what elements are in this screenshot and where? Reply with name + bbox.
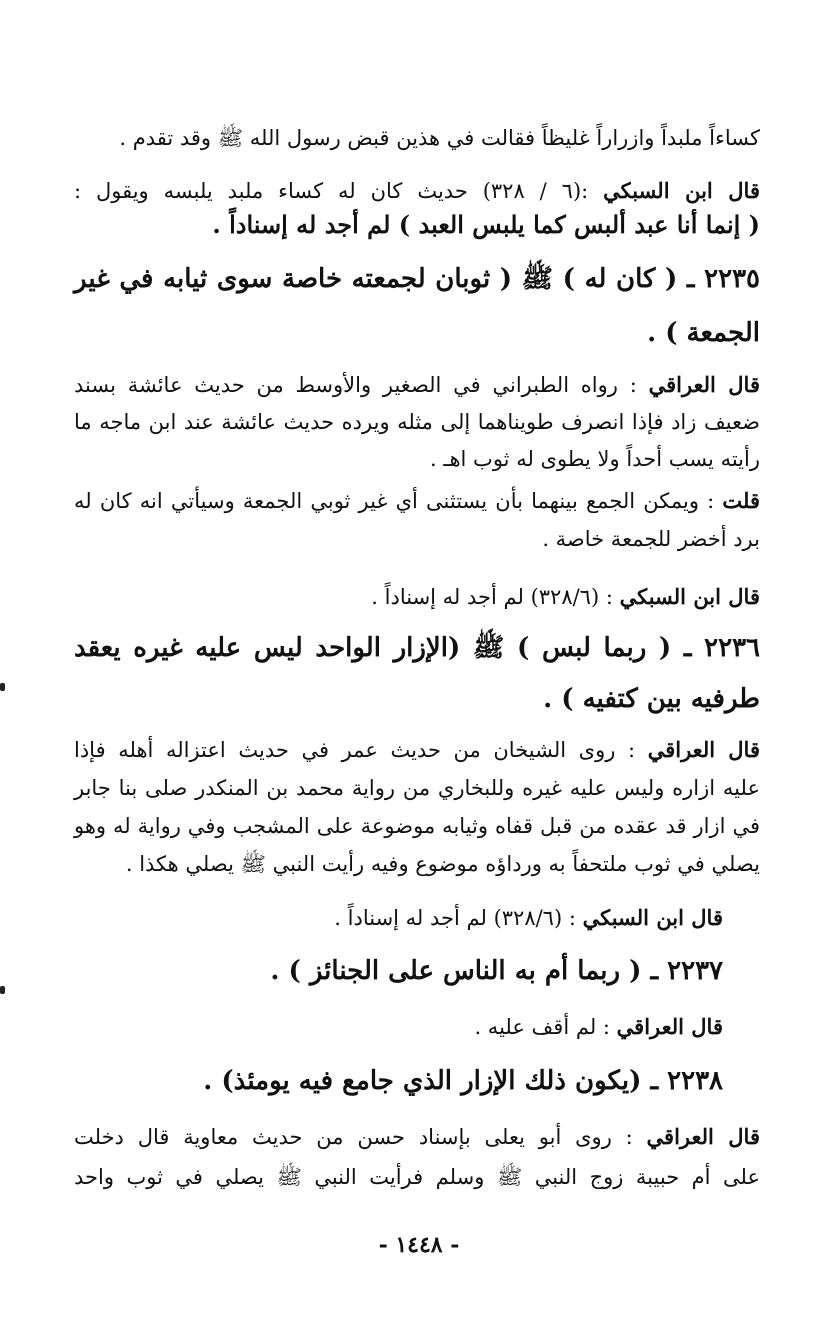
text-line: على أم حبيبة زوج النبي ﷺ وسلم فرأيت النبي ﷺ يصلي في ثوب واحد [74,1165,760,1189]
text-line: قال العراقي : رواه الطبراني في الصغير والأوسط من حديث عائشة بسند [74,372,760,397]
text-line: يصلي في ثوب ملتحفاً به ورداؤه موضوع وفيه رأيت النبي ﷺ يصلي هكذا . [125,852,760,876]
text-line: قال العراقي : روى الشيخان من حديث عمر في حديث اعتزاله أهله فإذا [74,737,760,762]
scan-artifact [0,683,5,691]
text-line: قال ابن السبكي : (٣٢٨/٦) لم أجد له إسناداً . [371,584,760,609]
text-line: عليه ازاره وليس عليه غيره وللبخاري من رواية محمد بن المنكدر صلى بنا جابر [74,776,760,800]
hadith-heading: ٢٢٣٧ ـ ( ربما أم به الناس على الجنائز ) . [270,956,723,986]
scan-artifact [0,986,5,994]
text-line: قال ابن السبكي : (٣٢٨/٦) لم أجد له إسناداً . [334,905,723,930]
hadith-heading: ٢٢٣٦ ـ ( ربما لبس ) ﷺ (الإزار الواحد ليس عليه غيره يعقد [74,633,760,663]
speaker-label: قال ابن السبكي [582,905,723,930]
speaker-label: قال العراقي [616,1014,723,1039]
text-line: برد أخضر للجمعة خاصة . [542,527,760,551]
text-line: في ازار قد عقده من قبل قفاه وثيابه موضوعة على المشجب وفي رواية له وهو [74,814,760,838]
text-line: رأيته يسب أحداً ولا يطوى له ثوب اهـ . [429,447,760,471]
hadith-heading: الجمعة ) . [647,318,760,348]
speaker-label: قال ابن السبكي [619,584,760,609]
text-line: كساءاً ملبداً وازراراً غليظاً فقالت في هذين قبض رسول الله ﷺ وقد تقدم . [119,126,760,150]
hadith-heading: ٢٢٣٨ ـ (يكون ذلك الإزار الذي جامع فيه يومئذ) . [203,1066,723,1096]
hadith-quote: ( إنما أنا عبد ألبس كما يلبس العبد ) لم أجد له إسناداً . [212,210,760,239]
speaker-label: قال ابن السبكي [603,178,760,203]
text-line: قلت : ويمكن الجمع بينهما بأن يستثنى أي غير ثوبي الجمعة وسيأتي انه كان له [74,488,761,513]
speaker-label: قال العراقي [648,372,760,397]
speaker-label: قلت [722,488,761,513]
speaker-label: قال العراقي [646,1124,760,1149]
hadith-heading: ٢٢٣٥ ـ ( كان له ) ﷺ ( ثوبان لجمعته خاصة سوى ثيابه في غير [74,264,760,294]
text-line: قال العراقي : لم أقف عليه . [474,1014,723,1039]
text-line: قال ابن السبكي :(٦ / ٣٢٨) حديث كان له كساء ملبد يلبسه ويقول : [74,178,760,203]
speaker-label: قال العراقي [647,737,760,762]
hadith-heading: طرفيه بين كتفيه ) . [543,684,760,714]
text-line: ضعيف زاد فإذا انصرف طويناهما إلى مثله ويرده حديث عائشة عند ابن ماجه ما [74,410,760,434]
text-line: قال العراقي : روى أبو يعلى بإسناد حسن من حديث معاوية قال دخلت [74,1124,760,1149]
page-number: - ١٤٤٨ - [378,1232,460,1258]
